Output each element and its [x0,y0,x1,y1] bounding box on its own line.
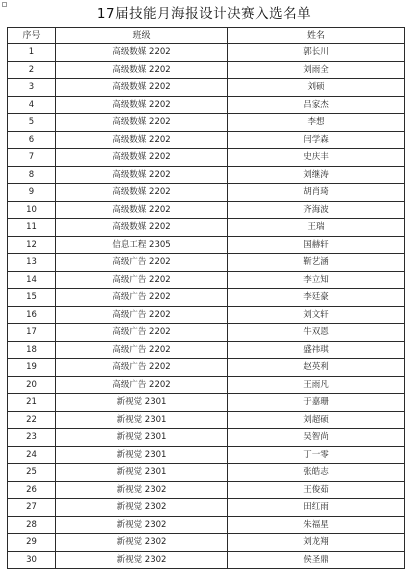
cell-name: 牛双恩 [228,324,405,342]
cell-serial-number: 30 [8,551,56,569]
cell-class: 新视觉 2301 [56,464,228,482]
cell-serial-number: 17 [8,324,56,342]
cell-name: 朱福星 [228,516,405,534]
cell-serial-number: 15 [8,289,56,307]
cell-serial-number: 10 [8,201,56,219]
cell-class: 高级数媒 2202 [56,96,228,114]
cell-name: 胡肖琦 [228,184,405,202]
header-class: 班级 [56,28,228,44]
table-header-row [8,28,405,44]
table-row [8,271,405,289]
cell-class: 新视觉 2302 [56,516,228,534]
cell-serial-number: 13 [8,254,56,272]
cell-name: 田红雨 [228,499,405,517]
table-row [8,254,405,272]
cell-class: 信息工程 2305 [56,236,228,254]
cell-class: 高级广告 2202 [56,306,228,324]
table-body [8,44,405,569]
cell-serial-number: 19 [8,359,56,377]
cell-name: 丁一零 [228,446,405,464]
cell-name: 王雨凡 [228,376,405,394]
cell-serial-number: 26 [8,481,56,499]
cell-class: 新视觉 2301 [56,411,228,429]
cell-class: 新视觉 2301 [56,394,228,412]
cell-class: 高级广告 2202 [56,254,228,272]
cell-class: 新视觉 2301 [56,429,228,447]
cell-name: 吴智尚 [228,429,405,447]
cell-class: 新视觉 2302 [56,534,228,552]
cell-class: 高级广告 2202 [56,289,228,307]
cell-class: 高级广告 2202 [56,359,228,377]
finalist-roster-table [7,27,405,569]
cell-name: 李廷豪 [228,289,405,307]
cell-serial-number: 21 [8,394,56,412]
cell-name: 刘超硕 [228,411,405,429]
cell-serial-number: 20 [8,376,56,394]
table-row [8,429,405,447]
cell-serial-number: 18 [8,341,56,359]
table-row [8,394,405,412]
cell-class: 高级广告 2202 [56,376,228,394]
cell-name: 李想 [228,114,405,132]
cell-serial-number: 16 [8,306,56,324]
table-row [8,201,405,219]
table-row [8,236,405,254]
header-name: 姓名 [228,28,405,44]
cell-class: 高级数媒 2202 [56,219,228,237]
cell-name: 国赫轩 [228,236,405,254]
cell-serial-number: 23 [8,429,56,447]
cell-class: 高级广告 2202 [56,341,228,359]
cell-class: 高级数媒 2202 [56,149,228,167]
cell-serial-number: 24 [8,446,56,464]
table-row [8,464,405,482]
table-row [8,516,405,534]
cell-name: 王俊茹 [228,481,405,499]
cell-serial-number: 8 [8,166,56,184]
cell-class: 高级数媒 2202 [56,201,228,219]
cell-name: 侯圣鼎 [228,551,405,569]
table-row [8,166,405,184]
cell-serial-number: 27 [8,499,56,517]
cell-class: 新视觉 2302 [56,499,228,517]
table-row [8,446,405,464]
cell-name: 张皓志 [228,464,405,482]
cell-class: 高级数媒 2202 [56,44,228,62]
cell-name: 于嘉珊 [228,394,405,412]
cell-name: 靳艺涵 [228,254,405,272]
cell-serial-number: 29 [8,534,56,552]
cell-class: 新视觉 2301 [56,446,228,464]
cell-name: 史庆丰 [228,149,405,167]
table-row [8,219,405,237]
cell-name: 刘继涛 [228,166,405,184]
table-row [8,44,405,62]
cell-class: 高级数媒 2202 [56,61,228,79]
table-row [8,289,405,307]
cell-serial-number: 3 [8,79,56,97]
table-row [8,341,405,359]
table-row [8,61,405,79]
cell-name: 李立知 [228,271,405,289]
cell-class: 高级数媒 2202 [56,79,228,97]
table-row [8,324,405,342]
cell-serial-number: 1 [8,44,56,62]
cell-serial-number: 7 [8,149,56,167]
cell-serial-number: 9 [8,184,56,202]
cell-name: 齐海波 [228,201,405,219]
table-row [8,534,405,552]
cell-name: 刘硕 [228,79,405,97]
cell-serial-number: 28 [8,516,56,534]
cell-name: 闫学森 [228,131,405,149]
cell-class: 高级数媒 2202 [56,184,228,202]
cell-class: 高级数媒 2202 [56,166,228,184]
cell-class: 高级数媒 2202 [56,114,228,132]
table-row [8,359,405,377]
cell-serial-number: 25 [8,464,56,482]
cell-serial-number: 12 [8,236,56,254]
table-row [8,481,405,499]
cell-name: 王瑞 [228,219,405,237]
cell-serial-number: 2 [8,61,56,79]
page-title: 17届技能月海报设计决赛入选名单 [96,6,312,22]
cell-class: 高级广告 2202 [56,324,228,342]
table-row [8,96,405,114]
cell-name: 刘龙翔 [228,534,405,552]
cell-name: 刘文轩 [228,306,405,324]
table-row [8,184,405,202]
cell-class: 新视觉 2302 [56,481,228,499]
cell-serial-number: 11 [8,219,56,237]
cell-name: 赵英利 [228,359,405,377]
cell-class: 高级广告 2202 [56,271,228,289]
cell-class: 新视觉 2302 [56,551,228,569]
table-row [8,306,405,324]
cell-class: 高级数媒 2202 [56,131,228,149]
cell-name: 吕家杰 [228,96,405,114]
cell-serial-number: 6 [8,131,56,149]
cell-serial-number: 5 [8,114,56,132]
table-row [8,79,405,97]
table-row [8,551,405,569]
header-serial-number: 序号 [8,28,56,44]
table-row [8,114,405,132]
cell-name: 郭长川 [228,44,405,62]
cell-serial-number: 4 [8,96,56,114]
cell-serial-number: 22 [8,411,56,429]
table-row [8,411,405,429]
table-row [8,376,405,394]
cell-name: 刘雨全 [228,61,405,79]
cell-name: 盛祎琪 [228,341,405,359]
table-row [8,499,405,517]
table-row [8,149,405,167]
cell-serial-number: 14 [8,271,56,289]
table-row [8,131,405,149]
